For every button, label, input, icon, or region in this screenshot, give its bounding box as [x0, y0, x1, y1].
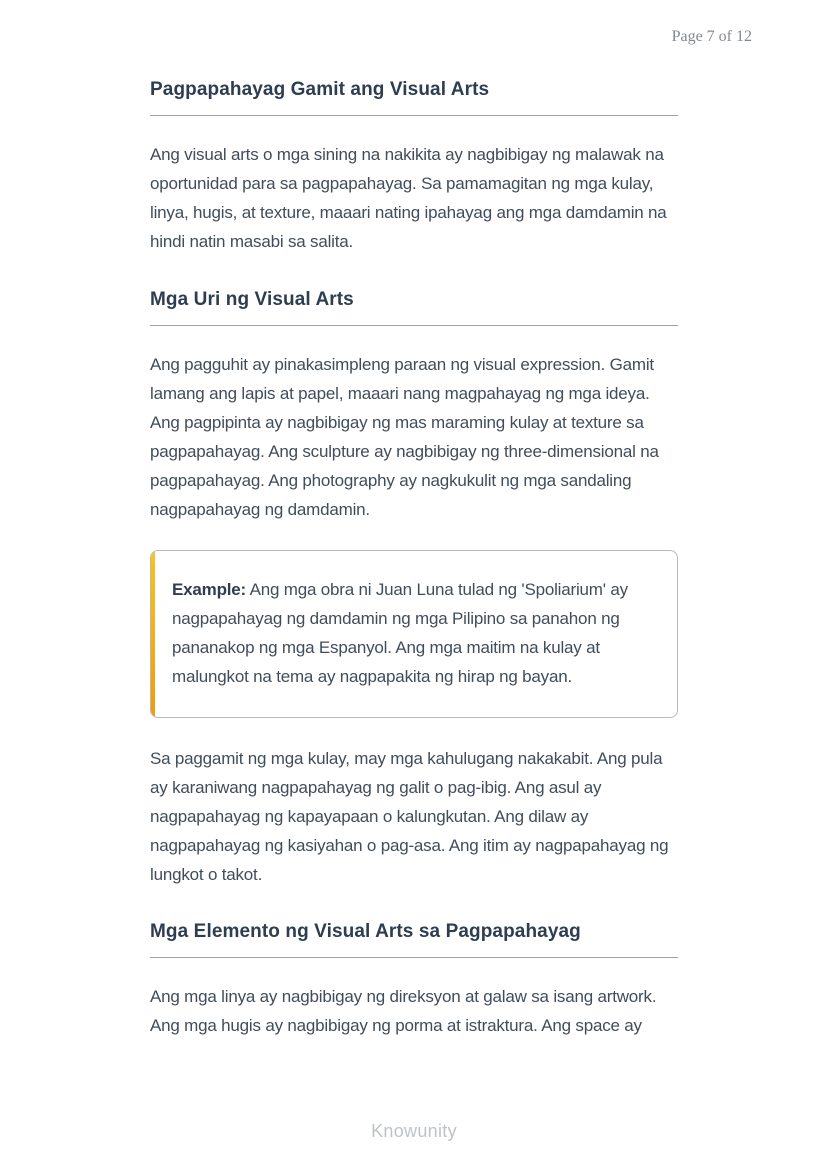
section-heading-mga-elemento: Mga Elemento ng Visual Arts sa Pagpapahayag [150, 921, 581, 942]
example-label: Example: [172, 580, 246, 599]
example-callout [150, 550, 678, 718]
example-body-text: Ang mga obra ni Juan Luna tulad ng 'Spoliarium' ay nagpapahayag ng damdamin ng mga Pilipino sa panahon ng pananakop ng mga Espanyol. Ang mga maitim na kulay at malungkot na tema ay nagpapakita ng hirap ng bayan. [172, 580, 628, 686]
paragraph-uri: Ang pagguhit ay pinakasimpleng paraan ng visual expression. Gamit lamang ang lapis at papel, maaari nang magpahayag ng mga ideya. Ang pagpipinta ay nagbibigay ng mas maraming kulay at texture sa pagpapahayag. Ang sculpture ay nagbibigay ng three-dimensional na pagpapahayag. Ang photography ay nagkukulit ng mga sandaling nagpapahayag ng damdamin. [150, 355, 659, 519]
heading-divider [150, 115, 678, 116]
heading-divider [150, 957, 678, 958]
page-number: Page 7 of 12 [671, 28, 752, 45]
example-accent-bar [151, 551, 155, 717]
section-heading-pagpapahayag: Pagpapahayag Gamit ang Visual Arts [150, 79, 490, 100]
paragraph-kulay: Sa paggamit ng mga kulay, may mga kahulugang nakakabit. Ang pula ay karaniwang nagpapahayag ng galit o pag-ibig. Ang asul ay nagpapahayag ng kapayapaan o kalungkutan. Ang dilaw ay nagpapahayag ng kasiyahan o pag-asa. Ang itim ay nagpapahayag ng lungkot o takot. [150, 749, 669, 884]
section-heading-mga-uri: Mga Uri ng Visual Arts [150, 289, 354, 310]
paragraph-intro: Ang visual arts o mga sining na nakikita ay nagbibigay ng malawak na oportunidad para sa pagpapahayag. Sa pamamagitan ng mga kulay, linya, hugis, at texture, maaari nating ipahayag ang mga damdamin na hindi natin masabi sa salita. [150, 145, 667, 251]
paragraph-elemento: Ang mga linya ay nagbibigay ng direksyon at galaw sa isang artwork. Ang mga hugis ay nagbibigay ng porma at istraktura. Ang space ay [150, 987, 657, 1035]
heading-divider [150, 325, 678, 326]
example-paragraph [172, 575, 651, 691]
document-content [150, 78, 678, 1040]
footer-brand: Knowunity [371, 1121, 457, 1141]
